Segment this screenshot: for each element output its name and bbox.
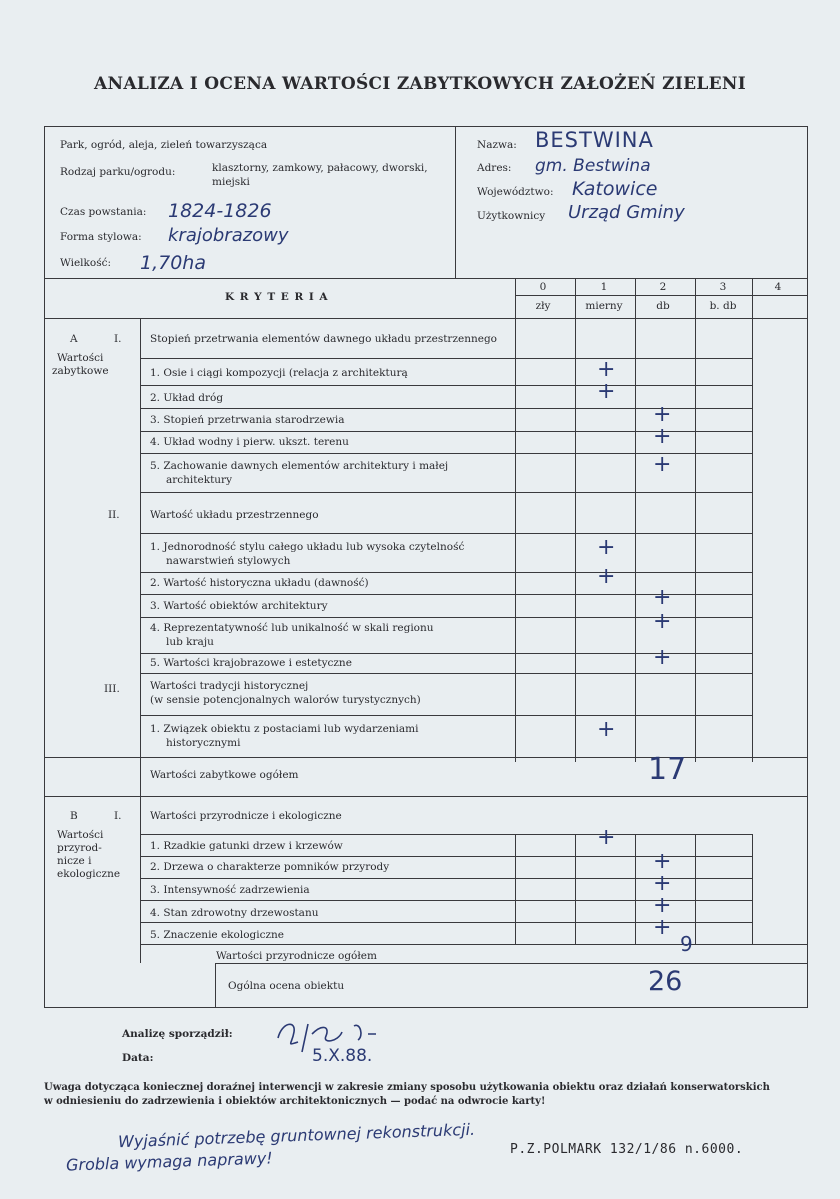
score-mark-B-I-1: +: [597, 825, 616, 850]
a2-item-4-cont: lub kraju: [166, 636, 214, 648]
header-bottom-line: [44, 278, 808, 279]
section-b-roman: I.: [114, 810, 122, 822]
nazwa-label: Nazwa:: [477, 139, 517, 151]
score-mark-A-I-4: +: [653, 424, 672, 449]
scale-label-2: db: [656, 300, 670, 312]
a3-item-1: 1. Związek obiektu z postaciami lub wydarzeniami: [150, 723, 419, 735]
adres-label: Adres:: [477, 162, 512, 174]
row-line: [140, 944, 808, 945]
score-mark-A-III-1: +: [597, 717, 616, 742]
row-line: [44, 757, 808, 758]
b-col-line-0: [515, 834, 516, 944]
a1-item-4: 4. Układ wodny i pierw. ukszt. terenu: [150, 436, 349, 448]
rodzaj-label: Rodzaj parku/ogrodu:: [60, 166, 176, 178]
a2-item-3: 3. Wartość obiektów architektury: [150, 600, 328, 612]
col-line-3: [695, 278, 696, 762]
b-col-line-1: [575, 834, 576, 944]
row-line: [140, 533, 752, 534]
forma-value: krajobrazowy: [168, 225, 289, 246]
score-mark-B-I-4: +: [653, 893, 672, 918]
a1-item-2: 2. Układ dróg: [150, 392, 224, 404]
scale-label-3: b. db: [709, 300, 737, 312]
section-b-code: B: [70, 810, 78, 822]
a3-roman: III.: [104, 683, 120, 695]
data-value: 5.X.88.: [312, 1046, 373, 1066]
a1-title-line: [140, 358, 752, 359]
b1-item-3: 3. Intensywność zadrzewienia: [150, 884, 310, 896]
a-total-label: Wartości zabytkowe ogółem: [150, 769, 299, 781]
section-a-name-2: zabytkowe: [52, 365, 109, 377]
scale-num-4: 4: [774, 281, 782, 293]
row-line: [140, 715, 752, 716]
nazwa-value: BESTWINA: [535, 128, 654, 152]
score-mark-A-I-5: +: [653, 452, 672, 477]
handwritten-note-2: Grobla wymaga naprawy!: [65, 1148, 273, 1175]
analiza-label: Analizę sporządził:: [122, 1028, 233, 1040]
row-line: [140, 572, 752, 573]
score-mark-A-II-3: +: [653, 585, 672, 610]
rodzaj-options-1: klasztorny, zamkowy, pałacowy, dworski,: [212, 162, 428, 174]
b1-item-4: 4. Stan zdrowotny drzewostanu: [150, 907, 319, 919]
b-total-label: Wartości przyrodnicze ogółem: [216, 950, 377, 962]
row-line: [140, 834, 752, 835]
uzytkownicy-label: Użytkownicy: [477, 210, 546, 222]
a3-title-2: (w sensie potencjonalnych walorów turystycznych): [150, 694, 421, 706]
section-a-name-1: Wartości: [57, 352, 104, 364]
scale-num-3: 3: [719, 281, 727, 293]
scale-label-1: mierny: [585, 300, 623, 312]
a1-item-1: 1. Osie i ciągi kompozycji (relacja z architekturą: [150, 367, 408, 379]
overall-top-line: [215, 963, 808, 964]
b-col-line-4: [752, 834, 753, 944]
a2-item-5: 5. Wartości krajobrazowe i estetyczne: [150, 657, 352, 669]
scale-num-1: 1: [600, 281, 608, 293]
scale-bottom-line: [44, 318, 808, 319]
a1-item-5-cont: architektury: [166, 474, 233, 486]
wielkosc-label: Wielkość:: [60, 257, 112, 269]
scale-num-0: 0: [539, 281, 547, 293]
a3-item-1-cont: historycznymi: [166, 737, 241, 749]
uzytkownicy-value: Urząd Gminy: [568, 202, 685, 223]
section-a-end-line: [44, 796, 808, 797]
data-label: Data:: [122, 1052, 154, 1064]
section-b-name-2: przyrod-: [57, 842, 102, 854]
score-mark-B-I-5: +: [653, 915, 672, 940]
row-line: [140, 673, 752, 674]
row-line: [140, 492, 752, 493]
scale-num-2: 2: [659, 281, 667, 293]
handwritten-note-1: Wyjaśnić potrzebę gruntownej rekonstrukcji.: [117, 1119, 476, 1152]
a2-item-2: 2. Wartość historyczna układu (dawność): [150, 577, 369, 589]
scale-label-0: zły: [535, 300, 551, 312]
rodzaj-options-2: miejski: [212, 176, 250, 188]
wojewodztwo-label: Województwo:: [477, 186, 554, 198]
scale-mid-line: [515, 295, 808, 296]
b1-item-1: 1. Rzadkie gatunki drzew i krzewów: [150, 840, 343, 852]
a1-item-3: 3. Stopień przetrwania starodrzewia: [150, 414, 345, 426]
a2-item-4: 4. Reprezentatywność lub unikalność w skali regionu: [150, 622, 434, 634]
uwaga-line-2: w odniesieniu do zadrzewienia i obiektów architektonicznych — podać na odwrocie karty!: [44, 1096, 546, 1107]
b-col-line-3: [695, 834, 696, 944]
a2-item-1: 1. Jednorodność stylu całego układu lub wysoka czytelność: [150, 541, 465, 553]
overall-left-line: [215, 963, 216, 1008]
a2-title: Wartość układu przestrzennego: [150, 509, 319, 521]
b1-item-5: 5. Znaczenie ekologiczne: [150, 929, 285, 941]
header-divider: [455, 126, 456, 278]
score-mark-A-II-4: +: [653, 609, 672, 634]
col-line-2: [635, 278, 636, 762]
overall-label: Ogólna ocena obiektu: [228, 980, 345, 992]
col-line-0: [515, 278, 516, 762]
print-code: P.Z.POLMARK 132/1/86 n.6000.: [510, 1142, 744, 1157]
b1-item-2: 2. Drzewa o charakterze pomników przyrody: [150, 861, 390, 873]
section-b-name-4: ekologiczne: [57, 868, 121, 880]
a2-roman: II.: [108, 509, 120, 521]
czas-label: Czas powstania:: [60, 206, 147, 218]
score-mark-A-II-5: +: [653, 645, 672, 670]
overall-value: 26: [648, 966, 683, 997]
a-total-value: 17: [648, 752, 687, 787]
section-divider: [140, 318, 141, 963]
score-mark-B-I-3: +: [653, 871, 672, 896]
section-b-name-1: Wartości: [57, 829, 104, 841]
wielkosc-value: 1,70ha: [140, 252, 206, 274]
b1-title: Wartości przyrodnicze i ekologiczne: [150, 810, 342, 822]
a1-title: Stopień przetrwania elementów dawnego układu przestrzennego: [150, 333, 497, 345]
score-mark-A-I-1: +: [597, 357, 616, 382]
forma-label: Forma stylowa:: [60, 231, 142, 243]
b-total-value: 9: [680, 932, 693, 956]
col-line-4: [752, 278, 753, 762]
b-col-line-2: [635, 834, 636, 944]
score-mark-A-II-2: +: [597, 564, 616, 589]
col-line-1: [575, 278, 576, 762]
uwaga-line-1: Uwaga dotycząca koniecznej doraźnej interwencji w zakresie zmiany sposobu użytkowania obiektu oraz działań konserwatorskich: [44, 1082, 770, 1093]
score-mark-B-I-2: +: [653, 849, 672, 874]
wojewodztwo-value: Katowice: [572, 178, 658, 200]
kryteria-header: K R Y T E R I A: [225, 291, 329, 303]
score-mark-A-II-1: +: [597, 535, 616, 560]
row-line: [140, 385, 752, 386]
a1-item-5: 5. Zachowanie dawnych elementów architektury i małej: [150, 460, 449, 472]
a2-item-1-cont: nawarstwień stylowych: [166, 555, 291, 567]
section-a-code: A: [70, 333, 78, 345]
a3-title-1: Wartości tradycji historycznej: [150, 680, 309, 692]
score-mark-A-I-3: +: [653, 402, 672, 427]
section-b-name-3: nicze i: [57, 855, 92, 867]
score-mark-A-I-2: +: [597, 379, 616, 404]
section-a-roman: I.: [114, 333, 122, 345]
czas-value: 1824-1826: [168, 200, 272, 222]
object-type-line: Park, ogród, aleja, zieleń towarzysząca: [60, 139, 268, 151]
form-title: ANALIZA I OCENA WARTOŚCI ZABYTKOWYCH ZAŁOŻEŃ ZIELENI: [94, 74, 746, 94]
adres-value: gm. Bestwina: [535, 156, 651, 176]
